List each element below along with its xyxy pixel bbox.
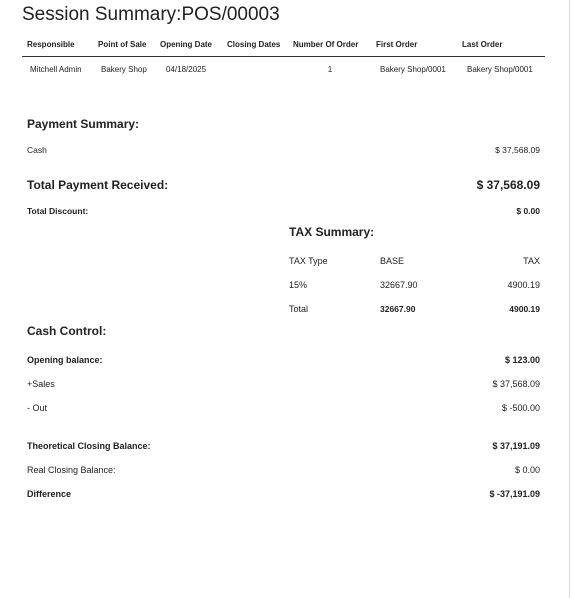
header-number-of-order: Number Of Order <box>293 40 359 49</box>
opening-balance-amount: $ 123.00 <box>504 355 540 365</box>
tax-header-tax: TAX <box>523 256 540 266</box>
page-border <box>569 0 570 598</box>
tax-header-type: TAX Type <box>289 256 328 266</box>
real-closing-amount: $ 0.00 <box>514 465 540 475</box>
payment-method-amount: $ 37,568.09 <box>495 145 540 155</box>
header-point-of-sale: Point of Sale <box>98 40 147 49</box>
theoretical-closing-amount: $ 37,191.09 <box>492 441 540 451</box>
page-title: Session Summary:POS/00003 <box>22 4 280 25</box>
total-payment-label: Total Payment Received: <box>27 178 169 192</box>
header-divider <box>22 56 545 57</box>
difference-label: Difference <box>27 489 72 499</box>
opening-balance-label: Opening balance: <box>27 355 103 365</box>
difference-amount: $ -37,191.09 <box>489 489 540 499</box>
sales-label: +Sales <box>27 379 55 389</box>
payment-summary-heading: Payment Summary: <box>27 117 140 131</box>
header-closing-dates: Closing Dates <box>227 40 281 49</box>
total-payment-amount: $ 37,568.09 <box>476 178 540 192</box>
cell-first-order: Bakery Shop/0001 <box>380 65 446 74</box>
tax-total-base: 32667.90 <box>380 304 416 314</box>
total-discount-amount: $ 0.00 <box>516 206 540 216</box>
payment-method-label: Cash <box>27 145 47 155</box>
out-label: - Out <box>27 403 48 413</box>
header-opening-date: Opening Date <box>160 40 213 49</box>
header-first-order: First Order <box>376 40 418 49</box>
cell-last-order: Bakery Shop/0001 <box>467 65 533 74</box>
tax-row-type: 15% <box>289 280 308 290</box>
header-responsible: Responsible <box>27 40 75 49</box>
tax-total-tax: 4900.19 <box>509 304 540 314</box>
theoretical-closing-label: Theoretical Closing Balance: <box>27 441 151 451</box>
out-amount: $ -500.00 <box>501 403 540 413</box>
real-closing-label: Real Closing Balance: <box>27 465 116 475</box>
total-discount-label: Total Discount: <box>27 206 89 216</box>
sales-amount: $ 37,568.09 <box>492 379 540 389</box>
header-last-order: Last Order <box>462 40 503 49</box>
cell-number-of-order: 1 <box>327 65 333 74</box>
tax-summary-heading: TAX Summary: <box>289 225 375 239</box>
tax-row-base: 32667.90 <box>380 280 418 290</box>
tax-total-label: Total <box>289 304 309 314</box>
tax-header-base: BASE <box>380 256 405 266</box>
tax-row-tax: 4900.19 <box>507 280 540 290</box>
cell-point-of-sale: Bakery Shop <box>101 65 147 74</box>
cell-opening-date: 04/18/2025 <box>166 65 207 74</box>
cash-control-heading: Cash Control: <box>27 324 107 338</box>
cell-responsible: Mitchell Admin <box>30 65 82 74</box>
